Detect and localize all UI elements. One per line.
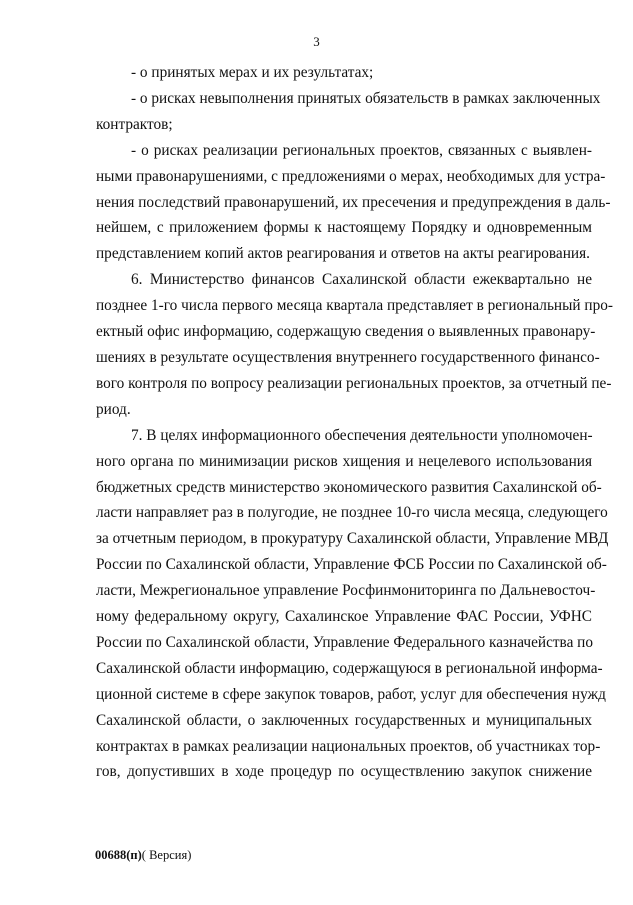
text-line: представлением копий актов реагирования и ответов на акты реагирования. bbox=[96, 245, 590, 263]
text-line: Сахалинской области информацию, содержащуюся в региональной информа- bbox=[96, 659, 603, 677]
document-version: ( Версия) bbox=[141, 848, 192, 862]
text-line: ласти, Межрегиональное управление Росфинмониторинга по Дальневосточ- bbox=[96, 582, 596, 600]
text-line: за отчетным периодом, в прокуратуру Сахалинской области, Управление МВД bbox=[96, 530, 609, 548]
text-line: позднее 1-го числа первого месяца квартала представляет в региональный про- bbox=[96, 297, 613, 315]
text-line: ласти направляет раз в полугодие, не позднее 10-го числа месяца, следующего bbox=[96, 504, 608, 522]
text-line: 7. В целях информационного обеспечения деятельности уполномочен- bbox=[131, 426, 593, 444]
text-line: - о рисках реализации региональных проектов, связанных с выявлен- bbox=[131, 141, 592, 159]
text-line: ного органа по минимизации рисков хищения и нецелевого использования bbox=[96, 452, 592, 470]
text-line: Сахалинской области, о заключенных государственных и муниципальных bbox=[96, 711, 592, 729]
text-line: нения последствий правонарушений, их пресечения и предупреждения в даль- bbox=[96, 193, 611, 211]
text-line: контрактах в рамках реализации национальных проектов, об участниках тор- bbox=[96, 737, 601, 755]
text-line: вого контроля по вопросу реализации региональных проектов, за отчетный пе- bbox=[96, 374, 612, 392]
text-line: России по Сахалинской области, Управление Федерального казначейства по bbox=[96, 633, 594, 651]
document-code: 00688(п) bbox=[95, 848, 142, 862]
text-line: России по Сахалинской области, Управление ФСБ России по Сахалинской об- bbox=[96, 556, 607, 574]
text-line: - о принятых мерах и их результатах; bbox=[131, 64, 374, 81]
text-line: шениях в результате осуществления внутреннего государственного финансо- bbox=[96, 348, 600, 366]
text-line: контрактов; bbox=[96, 115, 173, 133]
text-line: бюджетных средств министерство экономического развития Сахалинской об- bbox=[96, 478, 602, 496]
text-line: ными правонарушениями, с предложениями о мерах, необходимых для устра- bbox=[96, 167, 606, 185]
page-number: 3 bbox=[313, 34, 320, 49]
text-line: - о рисках невыполнения принятых обязательств в рамках заключенных bbox=[131, 89, 601, 107]
text-line: ционной системе в сфере закупок товаров, работ, услуг для обеспечения нужд bbox=[96, 685, 606, 703]
text-line: гов, допустивших в ходе процедур по осуществлению закупок снижение bbox=[96, 763, 592, 781]
text-line: нейшем, с приложением формы к настоящему Порядку и одновременным bbox=[96, 219, 592, 237]
document-footer bbox=[95, 848, 191, 863]
text-line: 6. Министерство финансов Сахалинской области ежеквартально не bbox=[131, 271, 592, 289]
text-line: риод. bbox=[96, 400, 131, 418]
text-line: ектный офис информацию, содержащую сведения о выявленных правонару- bbox=[96, 323, 596, 341]
text-line: ному федеральному округу, Сахалинское Управление ФАС России, УФНС bbox=[96, 608, 592, 626]
document-body bbox=[96, 60, 613, 785]
